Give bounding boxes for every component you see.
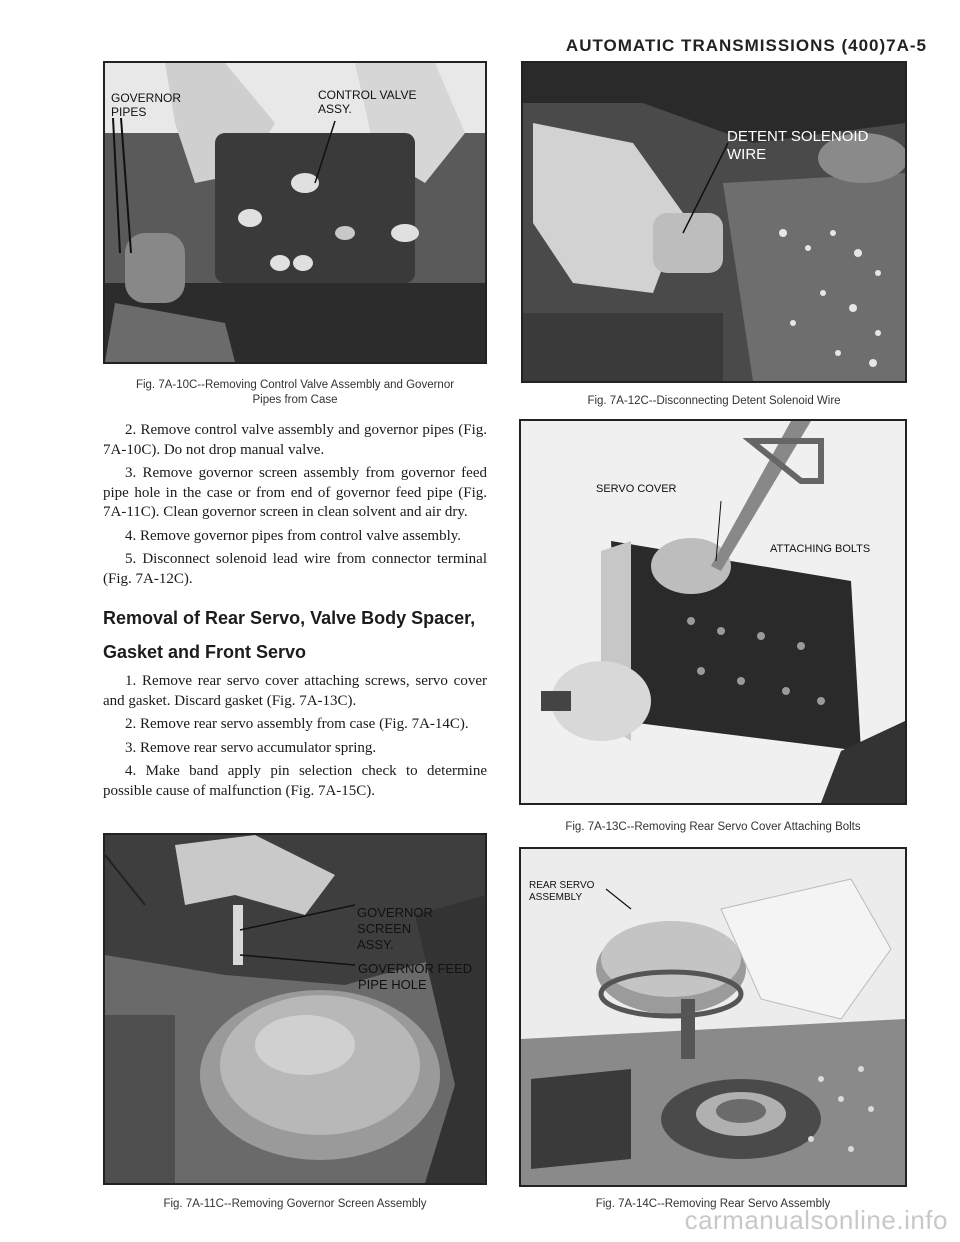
- callout-rear-servo: REAR SERVO ASSEMBLY: [529, 880, 595, 903]
- callout-detent-solenoid: DETENT SOLENOID WIRE: [727, 128, 869, 163]
- caption-fig-11c: Fig. 7A-11C--Removing Governor Screen Assembly: [163, 1198, 427, 1210]
- caption-fig-14c: Fig. 7A-14C--Removing Rear Servo Assembly: [595, 1198, 831, 1210]
- step-paragraph: 2. Remove rear servo assembly from case (Fig. 7A-14C).: [125, 716, 469, 732]
- caption-fig-10c: Fig. 7A-10C--Removing Control Valve Assembly and Governor Pipes from Case: [135, 379, 455, 406]
- watermark: carmanualsonline.info: [684, 1205, 948, 1235]
- callout-governor-feed: GOVERNOR FEED PIPE HOLE: [358, 961, 473, 992]
- step-paragraph: 5. Disconnect solenoid lead wire from connector terminal (Fig. 7A-12C).: [103, 551, 487, 587]
- figure-detent-solenoid-photo: [521, 61, 907, 383]
- section-heading: Removal of Rear Servo, Valve Body Spacer, Gasket and Front Servo: [103, 608, 476, 662]
- body-text-steps-2: [103, 672, 487, 805]
- step-paragraph: 3. Remove governor screen assembly from governor feed pipe hole in the case or from end of governor feed pipe (Fig. 7A-11C). Clean governor screen in clean solvent and air dry.: [103, 465, 487, 520]
- step-paragraph: 4. Make band apply pin selection check to determine possible cause of malfunction (Fig. 7A-15C).: [103, 763, 487, 799]
- step-paragraph: 1. Remove rear servo cover attaching screws, servo cover and gasket. Discard gasket (Fig. 7A-13C).: [103, 673, 487, 709]
- callout-attaching-bolts: ATTACHING BOLTS: [770, 543, 871, 555]
- step-paragraph: 2. Remove control valve assembly and governor pipes (Fig. 7A-10C). Do not drop manual valve.: [103, 422, 487, 458]
- callout-governor-screen: GOVERNOR SCREEN ASSY.: [357, 905, 433, 952]
- running-head: AUTOMATIC TRANSMISSIONS (400)7A-5: [565, 36, 927, 55]
- figure-servo-cover-photo: [519, 419, 907, 805]
- caption-fig-13c: Fig. 7A-13C--Removing Rear Servo Cover Attaching Bolts: [565, 821, 861, 833]
- callout-control-valve: CONTROL VALVE ASSY.: [318, 88, 417, 116]
- step-paragraph: 3. Remove rear servo accumulator spring.: [125, 739, 377, 756]
- callout-governor-pipes: GOVERNOR PIPES: [111, 91, 182, 119]
- callout-servo-cover: SERVO COVER: [596, 483, 677, 495]
- caption-fig-12c: Fig. 7A-12C--Disconnecting Detent Solenoid Wire: [587, 395, 841, 407]
- body-text-steps-1: [103, 421, 487, 593]
- step-paragraph: 4. Remove governor pipes from control valve assembly.: [125, 527, 462, 544]
- figure-governor-screen-photo: [103, 833, 487, 1185]
